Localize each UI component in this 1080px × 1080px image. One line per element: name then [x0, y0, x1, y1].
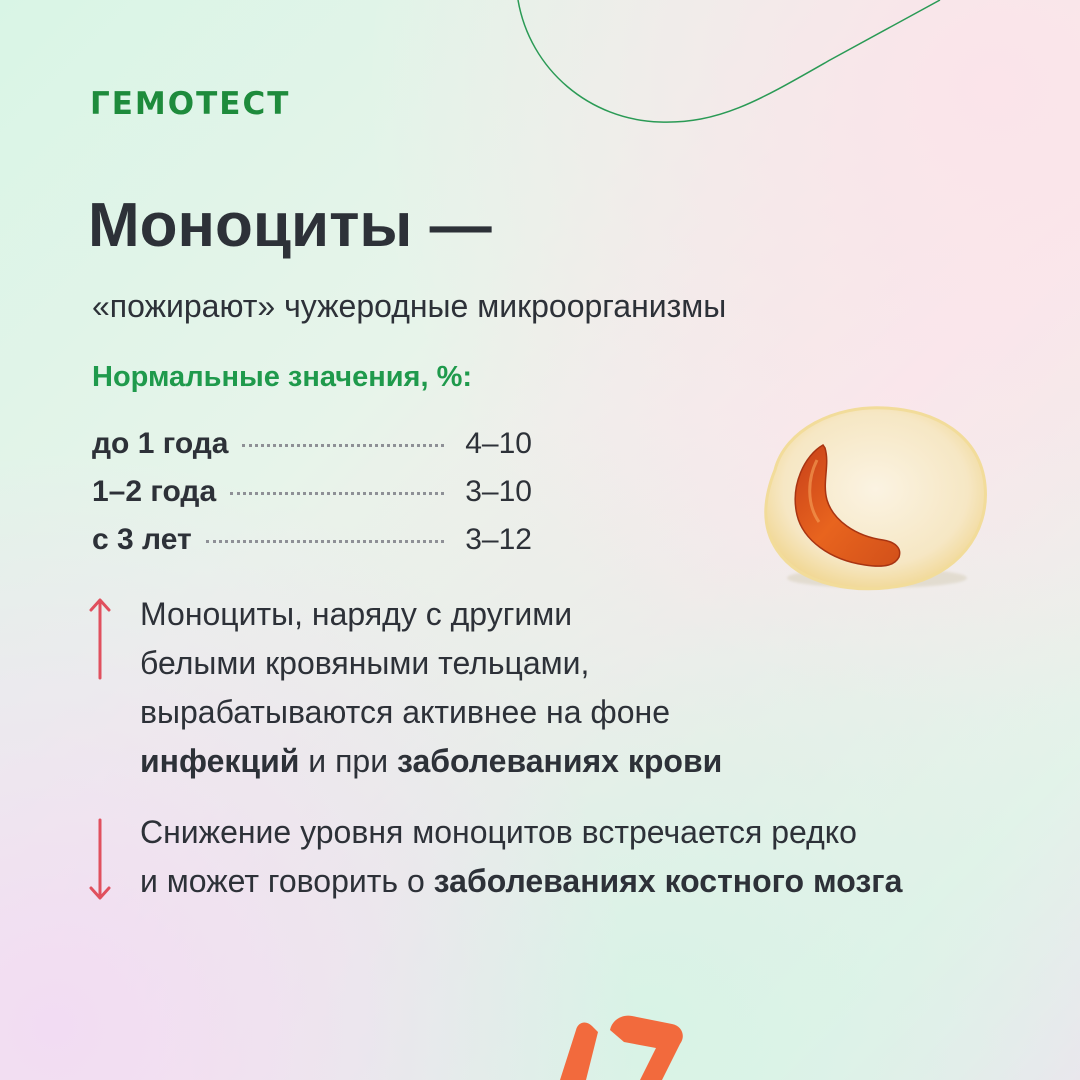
increase-connector: и при — [299, 743, 397, 779]
norm-value: 3–10 — [465, 475, 532, 508]
norms-list — [92, 427, 532, 571]
page-title: Моноциты — — [88, 191, 492, 260]
decrease-line-2-prefix: и может говорить о — [140, 863, 434, 899]
arrow-up-icon — [88, 596, 112, 686]
norm-row — [92, 523, 532, 571]
norms-heading: Нормальные значения, %: — [92, 361, 473, 393]
dotted-leader — [206, 540, 444, 543]
decrease-description — [140, 808, 1020, 906]
increase-bold-blood-diseases: заболеваниях крови — [396, 743, 723, 779]
norm-row — [92, 427, 532, 475]
decrease-line-1: Снижение уровня моноцитов встречается редко — [140, 814, 857, 850]
brand-logo: ГЕМОТЕСТ — [90, 86, 291, 122]
decorative-orange-shape — [540, 1000, 740, 1080]
norm-age: с 3 лет — [92, 523, 192, 556]
increase-bold-infections: инфекций — [140, 743, 300, 779]
decrease-bold-bone-marrow: заболеваниях костного мозга — [433, 863, 903, 899]
norm-row — [92, 475, 532, 523]
dotted-leader — [230, 492, 444, 495]
norm-value: 3–12 — [465, 523, 532, 556]
norm-age: до 1 года — [92, 427, 229, 460]
increase-line-3: вырабатываются активнее на фоне — [140, 694, 670, 730]
monocyte-cell-illustration — [745, 400, 995, 600]
increase-description — [140, 590, 800, 786]
dotted-leader — [242, 444, 444, 447]
norm-value: 4–10 — [465, 427, 532, 460]
arrow-down-icon — [88, 814, 112, 904]
increase-line-2: белыми кровяными тельцами, — [140, 645, 590, 681]
increase-line-1: Моноциты, наряду с другими — [140, 596, 573, 632]
page-subtitle: «пожирают» чужеродные микроорганизмы — [92, 288, 727, 324]
norm-age: 1–2 года — [92, 475, 217, 508]
